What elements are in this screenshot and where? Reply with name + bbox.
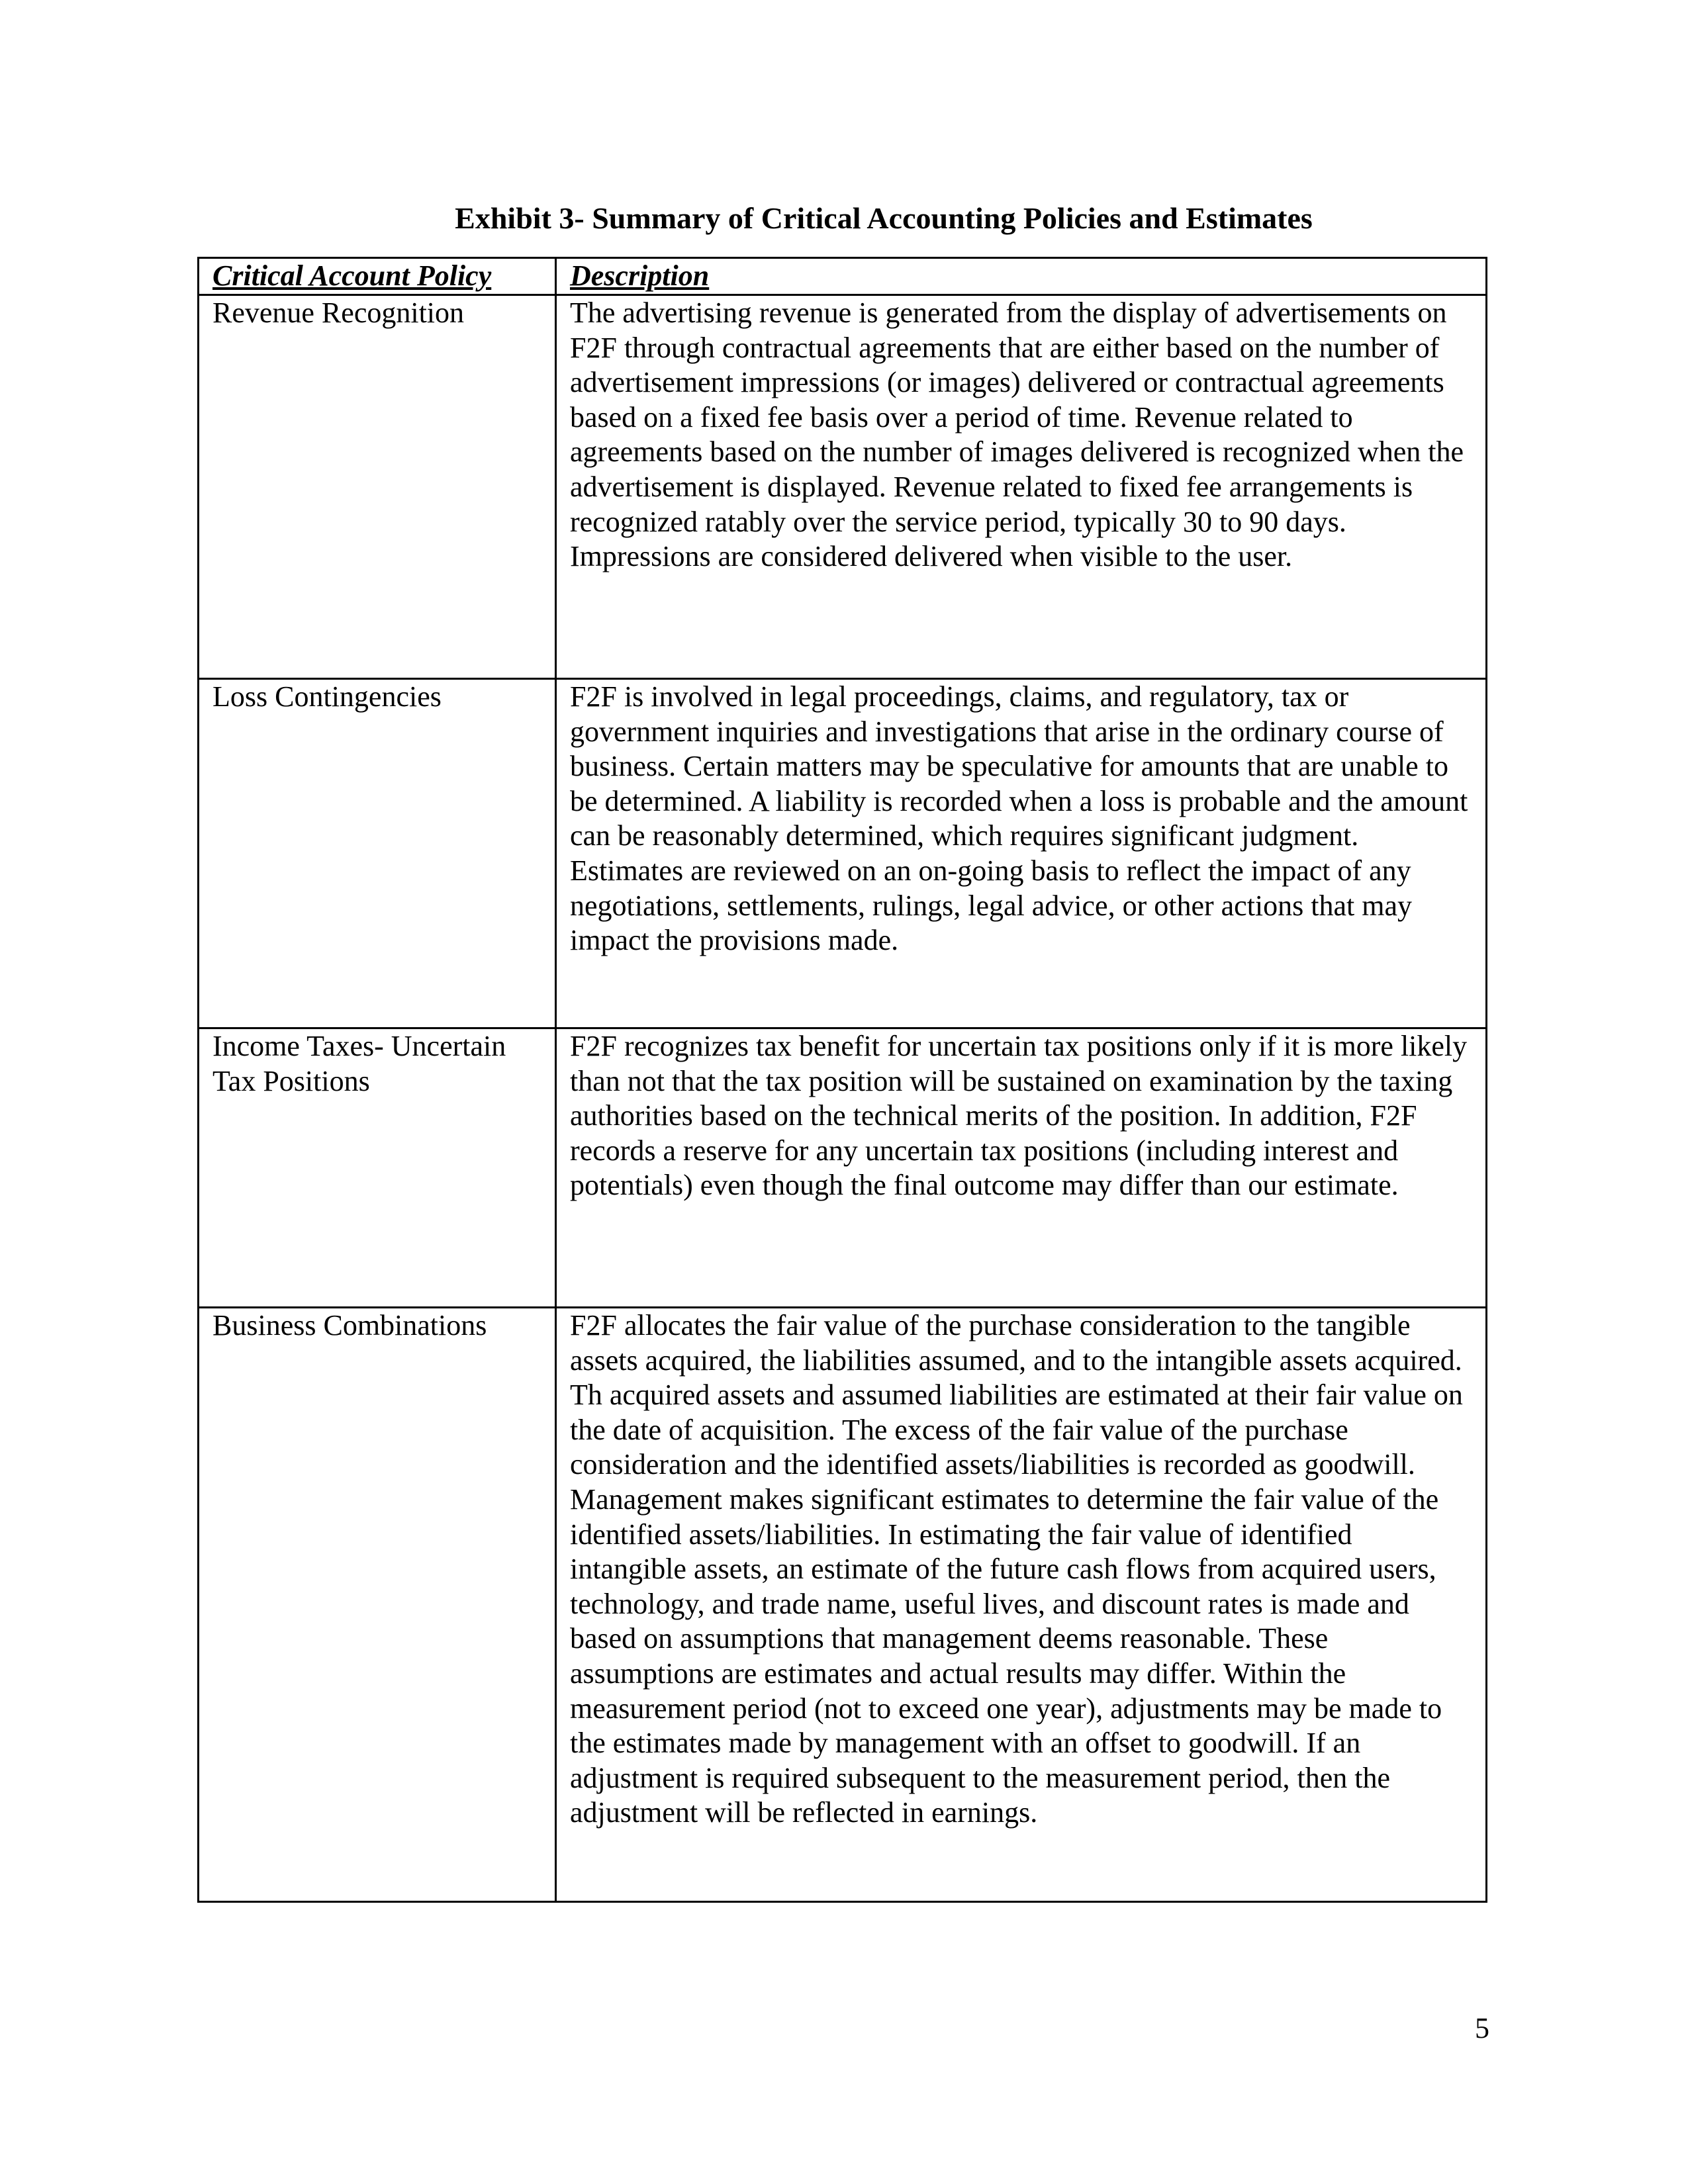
description-text: The advertising revenue is generated from the display of advertisements on F2F through contractual agreements that are either based on the number of advertisement impressions (or images) delivered or contractual agreements based on a fixed fee basis over a period of time. Revenue related to agreements based on the number of images delivered is recognized when the advertisement is displayed. Revenue related to fixed fee arrangements is recognized ratably over the service period, typically 30 to 90 days. Impressions are considered delivered when visible to the user. bbox=[570, 296, 1464, 573]
policy-cell: Revenue Recognition bbox=[199, 295, 556, 679]
description-cell bbox=[556, 1308, 1487, 1902]
table-row bbox=[199, 679, 1487, 1028]
policy-cell: Income Taxes- Uncertain Tax Positions bbox=[199, 1028, 556, 1308]
table-row bbox=[199, 295, 1487, 679]
description-text: F2F allocates the fair value of the purchase consideration to the tangible assets acquired, the liabilities assumed, and to the intangible assets acquired. Th acquired assets and assumed liabilities are estimated at their fair value on the date of acquisition. The excess of the fair value of the purchase consideration and the identified assets/liabilities is recorded as goodwill. Management makes significant estimates to determine the fair value of the identified assets/liabilities. In estimating the fair value of identified intangible assets, an estimate of the future cash flows from acquired users, technology, and trade name, useful lives, and discount rates is made and based on assumptions that management deems reasonable. These assumptions are estimates and actual results may differ. Within the measurement period (not to exceed one year), adjustments may be made to the estimates made by management with an offset to goodwill. If an adjustment is required subsequent to the measurement period, then the adjustment will be reflected in earnings. bbox=[570, 1309, 1463, 1829]
table-row bbox=[199, 1308, 1487, 1902]
header-description: Description bbox=[556, 258, 1487, 295]
description-cell bbox=[556, 295, 1487, 679]
table-header-row bbox=[199, 258, 1487, 295]
page-number: 5 bbox=[1475, 2012, 1489, 2044]
description-text: F2F recognizes tax benefit for uncertain tax positions only if it is more likely than not that the tax position will be sustained on examination by the taxing authorities based on the technical merits of the position. In addition, F2F records a reserve for any uncertain tax positions (including interest and potentials) even though the final outcome may differ than our estimate. bbox=[570, 1030, 1468, 1202]
table-row bbox=[199, 1028, 1487, 1308]
header-critical-account-policy: Critical Account Policy bbox=[199, 258, 556, 295]
policy-cell: Loss Contingencies bbox=[199, 679, 556, 1028]
page-title: Exhibit 3- Summary of Critical Accounting Policies and Estimates bbox=[455, 201, 1313, 235]
critical-accounting-policies-table bbox=[197, 257, 1487, 1903]
description-cell bbox=[556, 679, 1487, 1028]
policy-cell: Business Combinations bbox=[199, 1308, 556, 1902]
description-text: F2F is involved in legal proceedings, claims, and regulatory, tax or government inquiries and investigations that arise in the ordinary course of business. Certain matters may be speculative for amounts that are unable to be determined. A liability is recorded when a loss is probable and the amount can be reasonably determined, which requires significant judgment. Estimates are reviewed on an on-going basis to reflect the impact of any negotiations, settlements, rulings, legal advice, or other actions that may impact the provisions made. bbox=[570, 680, 1468, 957]
description-cell bbox=[556, 1028, 1487, 1308]
